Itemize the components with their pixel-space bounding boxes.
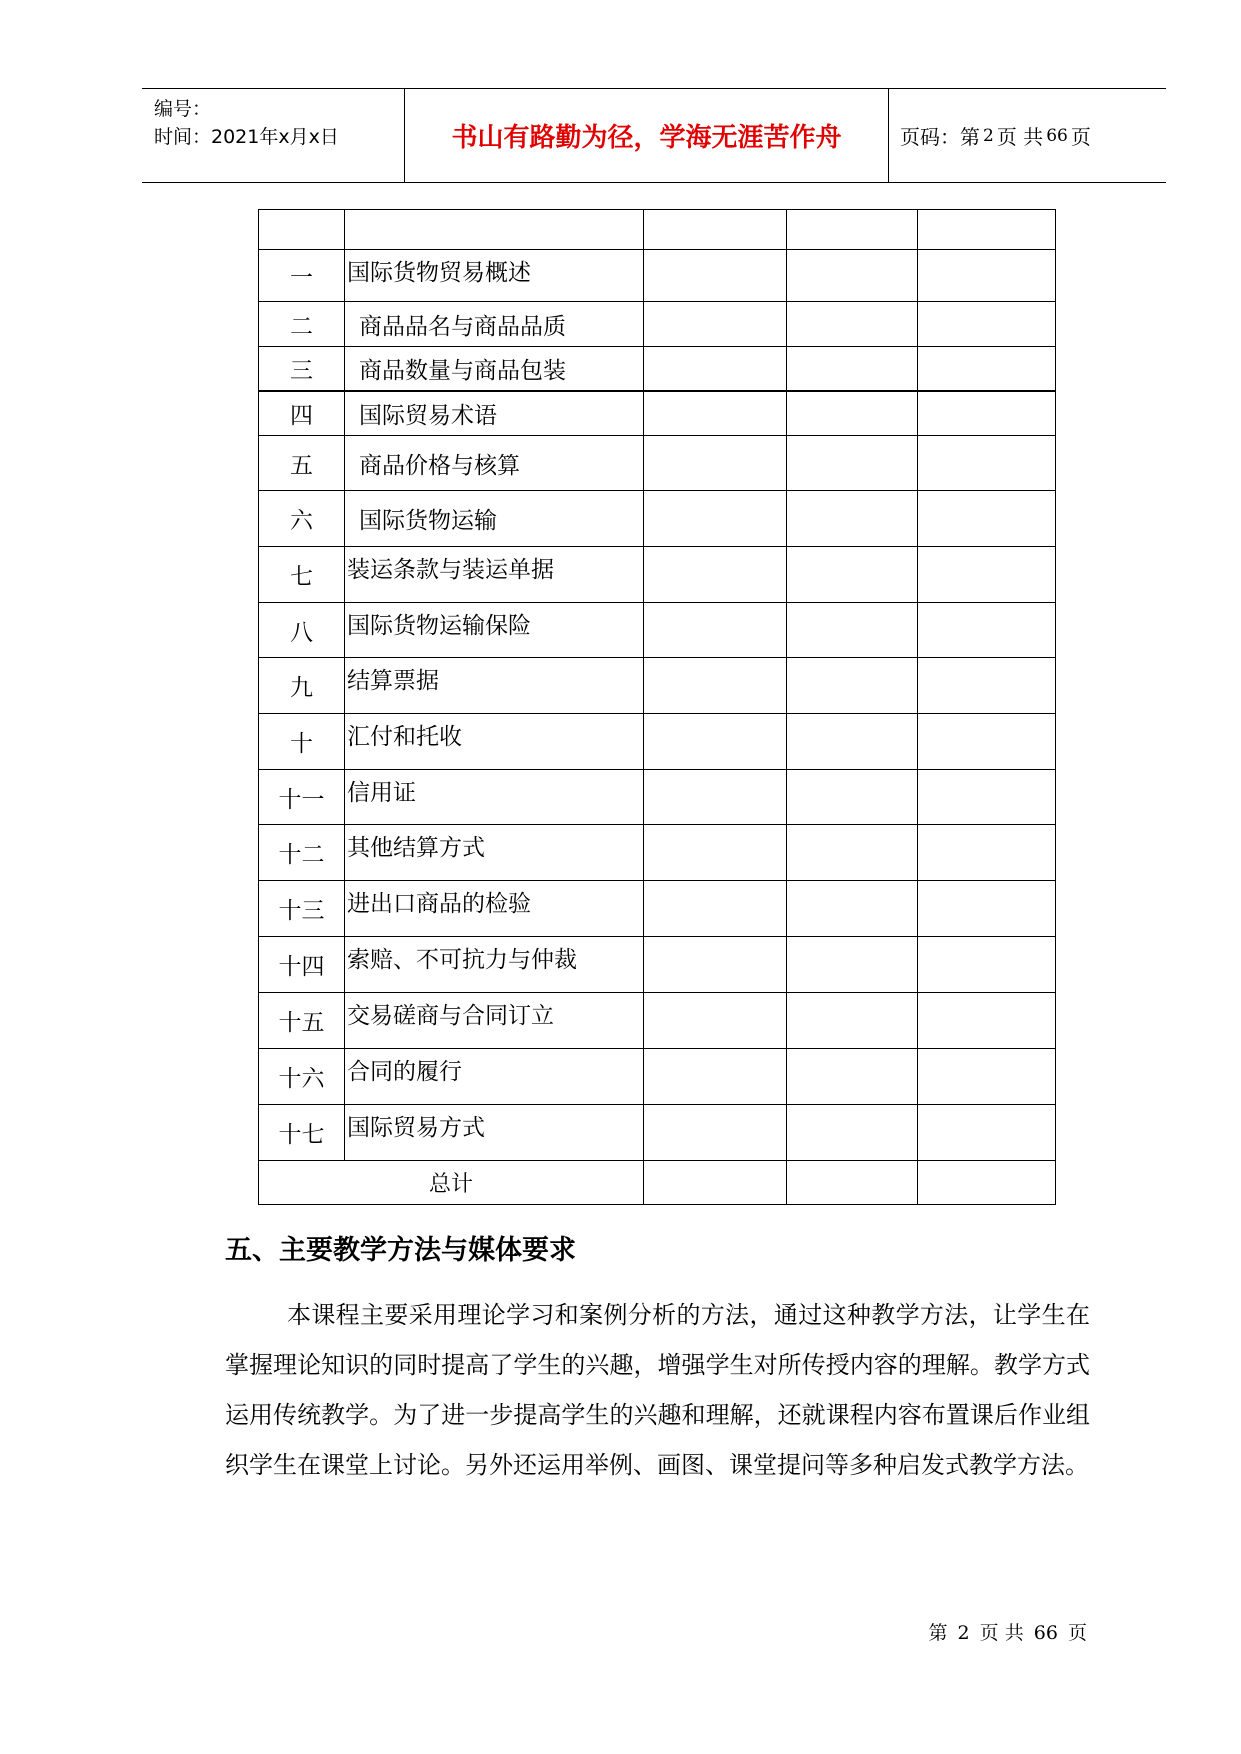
course-hours-table	[258, 209, 1056, 1205]
chapter-number: 十六	[259, 1049, 345, 1105]
footer-current: 2	[957, 1622, 970, 1644]
chapter-title: 国际贸易术语	[345, 391, 644, 436]
hours-cell	[644, 250, 787, 302]
chapter-title: 交易磋商与合同订立	[345, 993, 644, 1049]
hours-cell	[787, 1049, 918, 1105]
hours-cell	[644, 770, 787, 825]
page-total: 66	[1046, 125, 1068, 146]
chapter-title: 商品数量与商品包装	[345, 347, 644, 391]
hours-cell	[644, 1105, 787, 1161]
hours-cell	[918, 937, 1056, 993]
chapter-title: 国际货物运输保险	[345, 603, 644, 658]
chapter-number: 六	[259, 491, 345, 547]
section-title: 五、主要教学方法与媒体要求	[225, 1235, 576, 1266]
chapter-number: 十五	[259, 993, 345, 1049]
hours-cell	[787, 937, 918, 993]
hours-cell	[787, 993, 918, 1049]
table-row	[259, 881, 1056, 937]
chapter-title: 结算票据	[345, 658, 644, 714]
chapter-number: 一	[259, 250, 345, 302]
header-page-info	[900, 89, 1091, 182]
table-row	[259, 937, 1056, 993]
hours-cell	[918, 347, 1056, 391]
table-row	[259, 770, 1056, 825]
hours-cell	[644, 302, 787, 347]
hours-cell	[644, 993, 787, 1049]
footer-suffix: 页	[1067, 1622, 1087, 1644]
hours-cell	[787, 491, 918, 547]
chapter-number: 十	[259, 714, 345, 770]
hours-cell	[644, 491, 787, 547]
chapter-number: 二	[259, 302, 345, 347]
hours-cell	[787, 1161, 918, 1205]
chapter-title: 索赔、不可抗力与仲裁	[345, 937, 644, 993]
hours-cell	[644, 1049, 787, 1105]
chapter-number: 四	[259, 391, 345, 436]
hours-cell	[644, 603, 787, 658]
total-row	[259, 1161, 1056, 1205]
chapter-number: 九	[259, 658, 345, 714]
hours-cell	[918, 658, 1056, 714]
table-row	[259, 825, 1056, 881]
hours-cell	[918, 210, 1056, 250]
header-meta	[154, 95, 402, 151]
hours-cell	[918, 250, 1056, 302]
chapter-title: 商品价格与核算	[345, 436, 644, 491]
chapter-title: 信用证	[345, 770, 644, 825]
document-date: 时间：2021年x月x日	[154, 126, 339, 148]
chapter-number: 十三	[259, 881, 345, 937]
table-row	[259, 302, 1056, 347]
hours-cell	[787, 714, 918, 770]
table-row	[259, 547, 1056, 603]
hours-cell	[644, 547, 787, 603]
chapter-title: 其他结算方式	[345, 825, 644, 881]
chapter-number: 五	[259, 436, 345, 491]
page-current: 2	[983, 125, 994, 146]
page-footer	[926, 1618, 1089, 1645]
chapter-title: 国际货物贸易概述	[345, 250, 644, 302]
hours-cell	[644, 658, 787, 714]
header-motto: 书山有路勤为径，学海无涯苦作舟	[451, 123, 842, 153]
hours-cell	[918, 1049, 1056, 1105]
table-row	[259, 993, 1056, 1049]
hours-cell	[787, 881, 918, 937]
table-body	[259, 210, 1056, 1205]
table-row	[259, 658, 1056, 714]
hours-cell	[787, 770, 918, 825]
hours-cell	[644, 391, 787, 436]
chapter-number: 十七	[259, 1105, 345, 1161]
hours-cell	[918, 436, 1056, 491]
hours-cell	[787, 436, 918, 491]
hours-cell	[918, 391, 1056, 436]
hours-cell	[644, 1161, 787, 1205]
table-row	[259, 714, 1056, 770]
table-row	[259, 347, 1056, 391]
hours-cell	[644, 825, 787, 881]
chapter-title: 汇付和托收	[345, 714, 644, 770]
chapter-title: 装运条款与装运单据	[345, 547, 644, 603]
table-row	[259, 250, 1056, 302]
chapter-number: 十四	[259, 937, 345, 993]
hours-cell	[787, 302, 918, 347]
hours-cell	[787, 658, 918, 714]
chapter-number	[259, 210, 345, 250]
table-row	[259, 391, 1056, 436]
hours-cell	[918, 770, 1056, 825]
chapter-title: 国际贸易方式	[345, 1105, 644, 1161]
footer-prefix: 第	[928, 1622, 948, 1644]
hours-cell	[918, 302, 1056, 347]
page-prefix: 页码：第	[900, 125, 980, 149]
hours-cell	[918, 491, 1056, 547]
hours-cell	[787, 210, 918, 250]
chapter-title	[345, 210, 644, 250]
table-row	[259, 436, 1056, 491]
footer-total: 66	[1033, 1622, 1058, 1644]
hours-cell	[787, 1105, 918, 1161]
hours-cell	[644, 937, 787, 993]
header-divider	[888, 89, 889, 182]
chapter-number: 七	[259, 547, 345, 603]
table-row	[259, 210, 1056, 250]
hours-cell	[918, 714, 1056, 770]
chapter-number: 三	[259, 347, 345, 391]
chapter-number: 十一	[259, 770, 345, 825]
section-paragraph: 本课程主要采用理论学习和案例分析的方法，通过这种教学方法，让学生在掌握理论知识的同时提高了学生的兴趣，增强学生对所传授内容的理解。教学方式运用传统教学。为了进一步提高学生的兴趣和理解，还就课程内容布置课后作业组织学生在课堂上讨论。另外还运用举例、画图、课堂提问等多种启发式教学方法。	[225, 1301, 1090, 1479]
hours-cell	[787, 250, 918, 302]
hours-cell	[918, 1161, 1056, 1205]
page-header	[142, 88, 1166, 183]
footer-middle: 页 共	[979, 1622, 1024, 1644]
hours-cell	[644, 436, 787, 491]
document-number-label: 编号：	[154, 98, 212, 120]
page-middle: 页 共	[996, 125, 1044, 149]
table-row	[259, 1049, 1056, 1105]
table-row	[259, 1105, 1056, 1161]
hours-cell	[918, 547, 1056, 603]
page-suffix: 页	[1070, 125, 1091, 149]
chapter-title: 国际货物运输	[345, 491, 644, 547]
hours-cell	[918, 1105, 1056, 1161]
table-row	[259, 603, 1056, 658]
chapter-title: 合同的履行	[345, 1049, 644, 1105]
total-label: 总计	[259, 1161, 644, 1205]
hours-cell	[787, 825, 918, 881]
hours-cell	[644, 714, 787, 770]
table-row	[259, 491, 1056, 547]
chapter-title: 进出口商品的检验	[345, 881, 644, 937]
hours-cell	[644, 210, 787, 250]
hours-cell	[918, 825, 1056, 881]
hours-cell	[787, 547, 918, 603]
hours-cell	[787, 603, 918, 658]
hours-cell	[787, 391, 918, 436]
hours-cell	[918, 993, 1056, 1049]
hours-cell	[918, 881, 1056, 937]
hours-cell	[644, 881, 787, 937]
chapter-number: 八	[259, 603, 345, 658]
chapter-number: 十二	[259, 825, 345, 881]
hours-cell	[787, 347, 918, 391]
chapter-title: 商品品名与商品品质	[345, 302, 644, 347]
hours-cell	[644, 347, 787, 391]
hours-cell	[918, 603, 1056, 658]
